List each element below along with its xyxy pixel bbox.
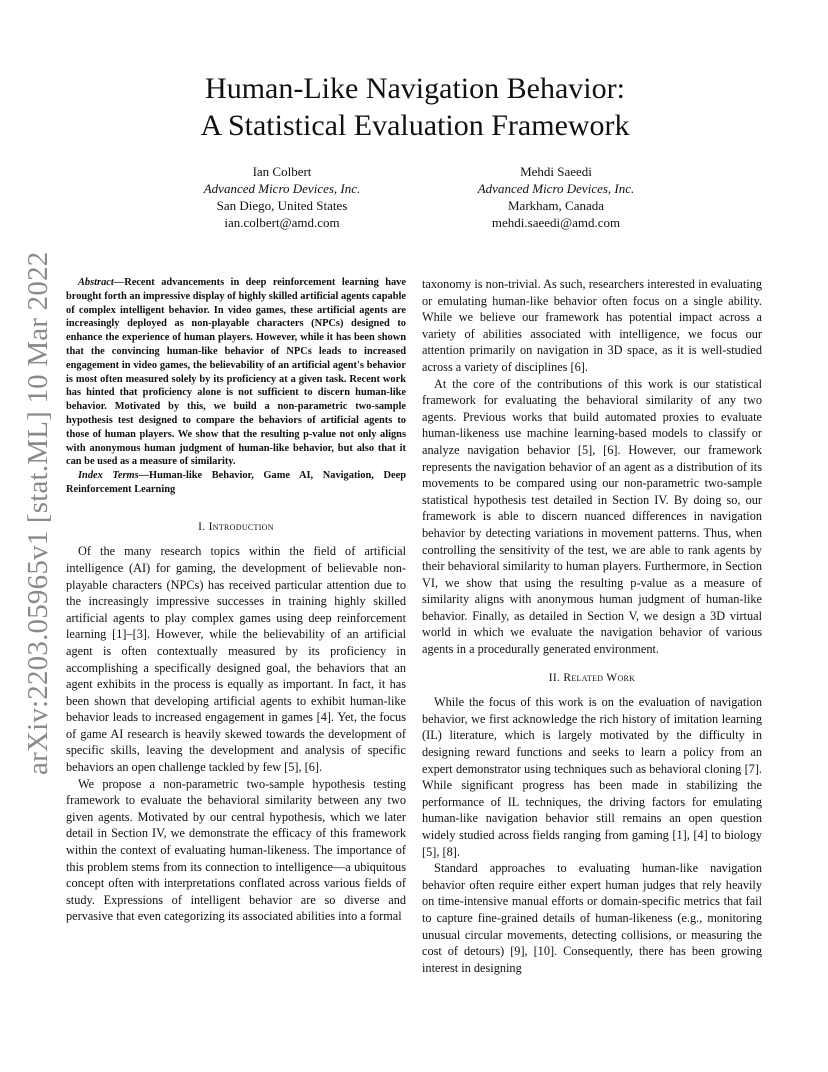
arxiv-identifier: arXiv:2203.05965v1 [stat.ML] 10 Mar 2022 — [22, 251, 54, 775]
index-terms-text: —Human-like Behavior, Game AI, Navigation, Deep Reinforcement Learning — [66, 470, 406, 495]
arxiv-side-stamp — [18, 251, 58, 775]
index-terms-label: Index Terms — [78, 470, 139, 482]
author-affiliation: Advanced Micro Devices, Inc. — [477, 181, 635, 196]
author-name: Ian Colbert — [252, 164, 312, 179]
abstract — [66, 276, 406, 469]
body-paragraph: At the core of the contributions of this work is our statistical framework for evaluating the behavioral similarity of any two agents. Previous works that build automated proxies to evaluate human-likeness use machine learning-based models to classify or analyze navigation behavior [5], [6]. However, our framework represents the navigation behavior of an agent as a distribution of its movements to be compared using our non-parametric two-sample statistical hypothesis test detailed in Section IV. By doing so, our framework is able to discern nuanced differences in navigation behavior by detecting variations in movement patterns. Thus, when controlling the sensitivity of the test, we are able to rank agents by their behavioral similarity to human players. Furthermore, in Section VI, we show that using the resulting p-value as a measure of similarity aligns with anonymous human judgment of human-like behavior. Finally, as detailed in Section V, we design a 3D virtual world in which we evaluate the navigation behavior of various agents in a procedurally generated environment. — [422, 376, 762, 657]
abstract-text: Recent advancements in deep reinforcement learning have brought forth an impressive display of highly skilled artificial agents capable of complex intelligent behavior. In video games, these artificial agents are increasingly deployed as non-playable characters (NPCs) designed to enhance the experience of human players. However, while it has been shown that the convincing human-like behavior of NPCs leads to increased engagement in video games, the believability of an artificial agent's behavior is most often measured solely by its proficiency at a given task. Recent work has hinted that proficiency alone is not sufficient to discern human-like behavior. Motivated by this, we build a non-parametric two-sample hypothesis test designed to compare the behaviors of artificial agents to those of human players. We show that the resulting p-value not only aligns with anonymous human judgment of human-like behavior, but also that it can be used as a measure of similarity. — [66, 277, 406, 468]
abstract-label: Abstract— — [78, 277, 125, 288]
author-affiliation: Advanced Micro Devices, Inc. — [203, 181, 361, 196]
author-email[interactable]: mehdi.saeedi@amd.com — [491, 215, 621, 230]
section-heading-related-work: II. Related Work — [548, 671, 636, 684]
section-heading-introduction: I. Introduction — [198, 520, 274, 533]
right-column — [422, 276, 762, 976]
body-paragraph: While the focus of this work is on the evaluation of navigation behavior, we first acknowledge the rich history of imitation learning (IL) literature, which is largely motivated by the difficulty in designing reward functions and seeks to learn a policy from an expert demonstrator using techniques such as behavioral cloning [7]. While significant progress has been made in stabilizing the performance of IL techniques, the driving factors for emulating human-like navigation behavior still remains an open question widely studied across fields ranging from gaming [1], [4] to biology [5], [8]. — [422, 695, 762, 859]
title-line-2: A Statistical Evaluation Framework — [200, 109, 630, 142]
author-email[interactable]: ian.colbert@amd.com — [224, 215, 340, 230]
author-name: Mehdi Saeedi — [520, 164, 592, 179]
index-terms — [66, 469, 406, 497]
author-location: Markham, Canada — [507, 198, 605, 213]
body-paragraph: Standard approaches to evaluating human-like navigation behavior often require either expert human judges that rely heavily on time-intensive manual efforts or domain-specific metrics that fail to capture fine-grained details of human-likeness (e.g., monitoring unusual circular movements, detecting collisions, or measuring the cost of detours) [9], [10]. Consequently, there has been growing interest in designing — [422, 861, 762, 975]
paper-title — [120, 70, 710, 144]
author-block-1 — [152, 163, 412, 231]
left-column — [66, 276, 406, 925]
author-location: San Diego, United States — [216, 198, 348, 213]
author-block-2 — [426, 163, 686, 231]
body-paragraph: We propose a non-parametric two-sample hypothesis testing framework to evaluate the behavioral similarity between any two given agents. Motivated by our central hypothesis, which we later detail in Section IV, we demonstrate the efficacy of this framework within the context of evaluating human-likeness. The importance of this problem stems from its connection to intelligence—a ubiquitous concept often with interpretations conflated across various fields of study. Expressions of intelligent behavior are so diverse and pervasive that even categorizing its associated abilities into a formal — [66, 776, 406, 924]
body-paragraph: Of the many research topics within the field of artificial intelligence (AI) for gaming, the development of believable non-playable characters (NPCs) has received particular attention due to the increasingly impressive successes in training highly skilled artificial agents to play complex games using deep reinforcement learning [1]–[3]. However, while the believability of an artificial agent is often contextually measured by its proficiency in accomplishing a specifically designed goal, the behaviors that an agent exhibits in the process is equally as important. In fact, it has been shown that developing artificial agents to exhibit human-like behavior leads to increased engagement in games [4]. Yet, the focus of game AI research is heavily skewed towards the development of specific skills, leaving the development and analysis of specific behaviors an open challenge tackled by few [5], [6]. — [66, 544, 406, 775]
title-line-1: Human-Like Navigation Behavior: — [205, 72, 625, 105]
body-paragraph: taxonomy is non-trivial. As such, researchers interested in evaluating or emulating human-like behavior often focus on a single ability. While we believe our framework has potential impact across a variety of abilities associated with intelligence, we focus our attention primarily on navigation in 3D space, as it is well-studied across a variety of disciplines [6]. — [422, 277, 762, 374]
